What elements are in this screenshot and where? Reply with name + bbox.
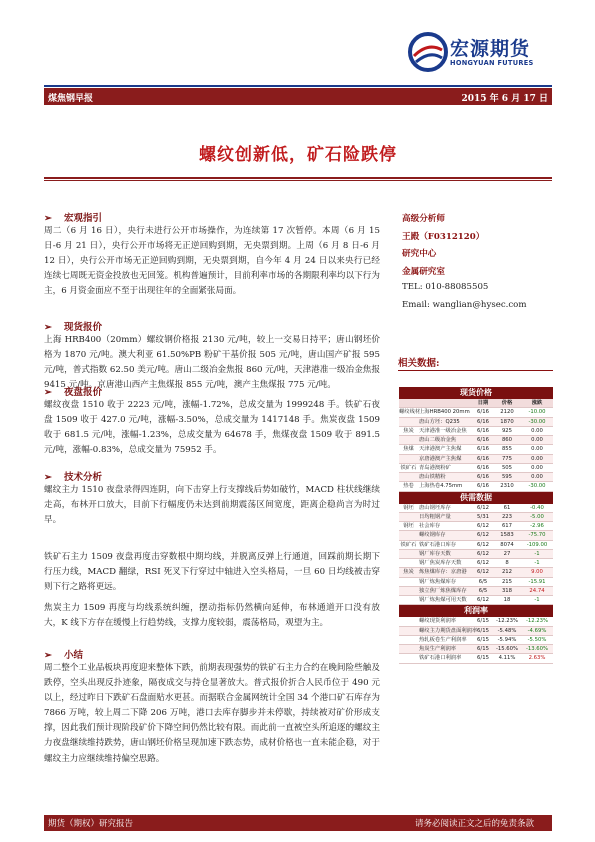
table-row <box>399 464 553 473</box>
table-cell: 社会库存 <box>419 523 441 529</box>
analyst-dept: 研究中心 <box>402 249 437 259</box>
table-cell: 螺纹现货利润率 <box>419 618 457 625</box>
table-cell: 6/16 <box>477 464 489 471</box>
table-column-header: 日期 价格 涨跌 <box>399 399 553 408</box>
report-date: 2015 年 6 月 17 日 <box>461 94 548 104</box>
analyst-title: 高级分析师 <box>402 214 445 224</box>
table-row <box>399 427 553 436</box>
table-cell: 6/12 <box>477 504 489 511</box>
table-cell: 京唐港澳产主焦煤 <box>419 455 462 462</box>
table-cell: 钢坯 <box>403 523 414 529</box>
footer-report-label: 期货（期权）研究报告 <box>48 819 134 829</box>
table-row <box>399 568 553 577</box>
table-cell <box>399 578 418 586</box>
table-cell: 青岛港澳粉矿 <box>419 464 451 471</box>
table-section-title: 利润率 <box>399 605 553 617</box>
table-cell: 318 <box>501 587 513 594</box>
table-cell: 6/15 <box>477 646 489 652</box>
table-cell: 螺纹主力期货盘面利润率 <box>419 627 478 634</box>
table-cell: 钢坯 <box>403 504 414 511</box>
table-cell: 18 <box>503 597 511 603</box>
table-cell: 9.00 <box>531 569 543 576</box>
arrow-bullet-icon: ➢ <box>44 213 52 224</box>
table-cell: 215 <box>501 578 513 585</box>
table-cell: 热卷 <box>403 483 414 490</box>
table-cell: 铁矿石 <box>400 464 417 471</box>
table-cell <box>399 654 418 662</box>
section-heading-technical: ➢ 技术分析 <box>44 472 102 483</box>
table-cell: -1 <box>534 560 540 566</box>
table-cell <box>399 513 418 521</box>
table-cell: 钢厂焦炭库存天数 <box>419 560 462 566</box>
table-cell: 6/16 <box>477 437 489 443</box>
table-row <box>399 541 553 550</box>
table-row <box>399 559 553 568</box>
table-cell: 8074 <box>500 541 514 548</box>
header-rule <box>44 85 552 87</box>
table-cell: 钢厂库存天数 <box>419 550 451 557</box>
table-cell: 铁矿石港口库存 <box>419 541 457 548</box>
logo-name-en: HONGYUAN FUTURES <box>450 59 534 67</box>
page-title: 螺纹创新低，矿石险跌停 <box>199 145 397 165</box>
section-heading-night: ➢ 夜盘报价 <box>44 387 102 398</box>
table-cell <box>399 617 418 625</box>
table-cell: -5.94% <box>497 636 517 643</box>
table-cell: 6/12 <box>477 569 489 576</box>
arrow-bullet-icon: ➢ <box>44 650 52 661</box>
table-row <box>399 596 553 605</box>
table-cell <box>399 473 418 481</box>
table-row <box>399 587 553 596</box>
table-section-title: 现货价格 <box>399 387 553 399</box>
table-cell: 6/16 <box>477 418 489 425</box>
table-cell: 505 <box>501 464 513 471</box>
table-cell <box>399 645 418 653</box>
table-cell: 独立焦厂炼焦煤库存 <box>419 587 467 594</box>
table-cell <box>399 636 418 644</box>
footer-bar <box>44 815 552 831</box>
table-cell: 6/15 <box>477 655 489 662</box>
table-cell: 日均粗钢产量 <box>419 513 451 520</box>
table-row <box>399 504 553 513</box>
related-data-rule <box>398 370 553 371</box>
table-cell: 唐山钢坯库存 <box>419 504 451 511</box>
table-cell <box>399 559 418 567</box>
table-cell: -1 <box>534 597 540 603</box>
table-cell: 6/12 <box>477 532 489 539</box>
table-row <box>399 578 553 587</box>
table-cell: 6/15 <box>477 618 489 625</box>
table-cell: 595 <box>501 474 513 480</box>
table-cell: 上海HRB400 20mm <box>419 409 470 416</box>
section-body-summary: 周二整个工业品板块再度迎来整体下跌，前期表现强势的铁矿石主力合约在晚间险些触及跌停，空头出现反扑迹象，隔夜成交与持仓显著放大。普式报价折合人民币位于 490 元以上，经过昨日下跌矿石盘面贴水更甚。而据联合金属网统计全国 34 个港口矿石库存为 7866 万吨，较上周二下降 206 万吨，港口去库存脚步并未停歇，持续被对矿价形成支撑，因此我们预计现阶段矿价下降空间仍然比较有限。而此前一直被空头所追逐的螺纹主力夜盘继续维持跌势，唐山钢坯价格呈现加速下跌态势，成材价格也一直未能企稳，对于螺纹主力应继续维持偏空思路。 <box>44 663 380 764</box>
analyst-unit: 金属研究室 <box>402 267 445 277</box>
table-cell: 2.63% <box>528 655 546 662</box>
table-row <box>399 436 553 445</box>
table-cell: 螺纹钢库存 <box>419 532 446 539</box>
table-row <box>399 522 553 531</box>
section-body-spot: 上海 HRB400（20mm）螺纹钢价格报 2130 元/吨，较上一交易日持平；唐山钢坯价格为 1870 元/吨。澳大利亚 61.50%PB 粉矿干基价报 505 元/吨，唐山国产矿报 595 元/吨，普式指数 62.50 美元/吨。唐山二级冶金焦报 860 元/吨，天津港准一级冶金焦报 9415 元/吨。京唐港山西产主焦煤报 855 元/吨，澳产主焦煤报 775 元/吨。 <box>44 335 380 391</box>
table-cell: 775 <box>501 455 513 462</box>
section-heading-summary: ➢ 小结 <box>44 650 83 661</box>
table-section-title: 供需数据 <box>399 492 553 504</box>
table-cell: 0.00 <box>531 427 543 434</box>
table-cell: -15.91 <box>528 578 546 585</box>
market-data-table <box>399 387 553 664</box>
section-body-technical-rebar: 螺纹主力 1510 夜盘录得四连阴，向下击穿上行支撑线后势如破竹，MACD 柱状线继续走高，布林开口放大，目前下行幅度仍未达到前期震荡区间宽度，距离企稳尚言为时过早。 <box>44 485 380 526</box>
table-cell <box>399 627 418 635</box>
header-bar <box>44 88 552 105</box>
table-cell: -4.69% <box>527 627 547 634</box>
table-cell: -5.48% <box>497 627 517 634</box>
section-body-macro: 周二（6 月 16 日），央行未进行公开市场操作，为连续第 17 次暂停。本周（6 月 15 日-6 月 21 日），央行公开市场将无正逆回购到期，无央票到期。上周（6 月 8 日-6 月 12 日），央行公开市场无正逆回购到期，无央票到期，自今年 4 月 24 日以来央行已经连续七周既无资金投放也无回笼。机构普遍预计，目前利率市场的各期限利率均以下行为主，6 月资金面应不至于出现往年的全面紧张局面。 <box>44 226 380 297</box>
table-row <box>399 531 553 540</box>
table-cell: 6/16 <box>477 455 489 462</box>
table-cell: -12.23% <box>495 618 519 625</box>
footer-disclaimer: 请务必阅读正文之后的免责条款 <box>414 819 534 829</box>
section-heading-spot: ➢ 现货报价 <box>44 322 102 333</box>
table-cell: 6/12 <box>477 597 489 603</box>
table-cell: 6/15 <box>477 636 489 643</box>
table-cell: 6/12 <box>477 550 489 557</box>
table-cell: 0.00 <box>531 455 543 462</box>
title-rule-thin <box>44 180 552 181</box>
table-cell: -30.00 <box>528 418 546 425</box>
table-cell: 天津港澳产主焦煤 <box>419 446 462 453</box>
table-cell: 925 <box>501 427 513 434</box>
table-cell <box>399 596 418 604</box>
table-row <box>399 550 553 559</box>
table-cell: -12.23% <box>525 618 549 625</box>
table-cell: 617 <box>501 523 513 529</box>
table-cell: -30.00 <box>528 483 546 490</box>
table-cell: 27 <box>503 550 511 557</box>
table-cell: 热轧板卷生产利润率 <box>419 636 467 643</box>
table-cell <box>399 436 418 444</box>
analyst-email: Email: wanglian@hysec.com <box>402 300 527 310</box>
table-cell: -0.40 <box>530 504 544 511</box>
table-cell: 6/16 <box>477 446 489 453</box>
table-row <box>399 418 553 427</box>
table-row <box>399 473 553 482</box>
section-body-night: 螺纹夜盘 1510 收于 2223 元/吨，涨幅-1.72%，总成交量为 1999248 手。铁矿石夜盘 1509 收于 427.0 元/吨，涨幅-3.50%，总成交量为 1417148 手。焦炭夜盘 1509 收于 681.5 元/吨，涨幅-1.23%，总成交量为 64678 手，焦煤夜盘 1509 收于 891.5 元/吨，涨幅-0.83%，总成交量为 75952 手。 <box>44 400 380 456</box>
table-cell: -10.00 <box>528 409 546 416</box>
report-type: 煤焦钢早报 <box>48 94 94 104</box>
section-body-technical-ore: 铁矿石主力 1509 夜盘再度击穿数根中期均线，并脱离反弹上行通道，回踩前期长期下行压力线，MACD 翻绿，RSI 死叉下行穿过中轴进入空头格局，一旦 60 日均线被击穿则下行之路将更远。 <box>44 552 380 593</box>
table-row <box>399 654 553 663</box>
table-row <box>399 455 553 464</box>
table-cell: 6/12 <box>477 523 489 529</box>
arrow-bullet-icon: ➢ <box>44 387 52 398</box>
section-body-technical-coke: 焦炭主力 1509 再度与均线系统纠缠，摆动指标仍然横向延伸，布林通道开口没有放大，K 线下方存在缓慢上行趋势线，支撑力度较弱，震荡格局，观望为主。 <box>44 603 380 629</box>
table-cell: 6/12 <box>477 541 489 548</box>
analyst-tel: TEL: 010-88085505 <box>402 282 489 292</box>
table-cell: 0.00 <box>531 464 543 471</box>
table-cell: 唐山铁精粉 <box>419 474 446 480</box>
table-cell: 6/12 <box>477 560 489 566</box>
table-cell: -2.96 <box>530 523 544 529</box>
table-cell: 2310 <box>500 483 514 490</box>
table-cell: 铁矿石 <box>400 541 417 548</box>
arrow-bullet-icon: ➢ <box>44 322 52 333</box>
table-row <box>399 627 553 636</box>
table-cell: 6/16 <box>477 483 489 490</box>
table-cell: 6/16 <box>477 474 489 480</box>
table-cell: 212 <box>501 569 513 576</box>
logo-mark-icon <box>408 32 448 72</box>
related-data-label: 相关数据: <box>398 358 440 369</box>
table-cell: 螺纹线材 <box>399 409 421 416</box>
table-cell: 唐山方坯：Q235 <box>419 418 460 425</box>
table-cell: 24.74 <box>529 587 545 594</box>
table-cell: 炼焦煤库存：京唐港 <box>419 569 467 576</box>
table-cell: 铁矿石港口利润率 <box>419 655 462 662</box>
arrow-bullet-icon: ➢ <box>44 472 52 483</box>
table-cell: 焦煤 <box>403 446 414 453</box>
table-cell: 6/15 <box>477 627 489 634</box>
table-cell: 8 <box>505 560 509 566</box>
table-cell: 6/16 <box>477 427 489 434</box>
table-cell: 焦炭 <box>403 569 414 576</box>
table-cell: 223 <box>501 513 513 520</box>
table-cell: 钢厂炼焦煤库存 <box>419 578 457 585</box>
table-row <box>399 636 553 645</box>
table-cell: 1870 <box>500 418 514 425</box>
table-cell <box>399 587 418 595</box>
table-row <box>399 408 553 417</box>
table-cell: 855 <box>501 446 513 453</box>
table-cell: 焦炭 <box>403 427 414 434</box>
profit-margin-rows <box>399 617 553 663</box>
company-logo <box>408 32 548 72</box>
table-cell: 4.11% <box>498 655 516 662</box>
table-cell: 0.00 <box>531 437 543 443</box>
table-cell: -5.00 <box>530 513 544 520</box>
table-cell: 0.00 <box>531 474 543 480</box>
table-cell: -13.60% <box>525 646 549 652</box>
table-cell: 钢厂炼焦煤可用天数 <box>419 597 467 603</box>
table-cell <box>399 418 418 426</box>
table-cell: 6/16 <box>477 409 489 416</box>
table-row <box>399 617 553 626</box>
supply-demand-rows <box>399 504 553 606</box>
table-cell: -15.60% <box>495 646 519 652</box>
table-cell: 1583 <box>500 532 514 539</box>
table-cell: 天津港准一级冶金焦 <box>419 427 467 434</box>
title-rule <box>44 177 552 179</box>
table-row <box>399 445 553 454</box>
table-row <box>399 645 553 654</box>
spot-price-rows <box>399 408 553 491</box>
table-cell: 5/31 <box>477 513 489 520</box>
table-cell: 焦炭生产利润率 <box>419 646 457 652</box>
table-cell: 6/5 <box>478 578 488 585</box>
table-cell: 唐山二级冶金焦 <box>419 437 457 443</box>
table-cell <box>399 455 418 463</box>
logo-name-cn: 宏源期货 <box>450 38 531 60</box>
table-cell: -5.50% <box>527 636 547 643</box>
analyst-name: 王殿（F0312120） <box>402 232 485 242</box>
table-cell: 860 <box>501 437 513 443</box>
table-row <box>399 482 553 491</box>
table-cell: 2120 <box>500 409 514 416</box>
table-cell: 0.00 <box>531 446 543 453</box>
table-row <box>399 513 553 522</box>
table-cell: 61 <box>503 504 511 511</box>
table-cell <box>399 531 418 539</box>
table-cell: -109.00 <box>526 541 548 548</box>
table-cell <box>399 550 418 558</box>
table-cell: -1 <box>534 550 540 557</box>
table-cell: -75.70 <box>528 532 546 539</box>
table-cell: 上海热卷4.75mm <box>419 483 463 490</box>
table-cell: 6/5 <box>478 587 488 594</box>
section-heading-macro: ➢ 宏观指引 <box>44 213 102 224</box>
